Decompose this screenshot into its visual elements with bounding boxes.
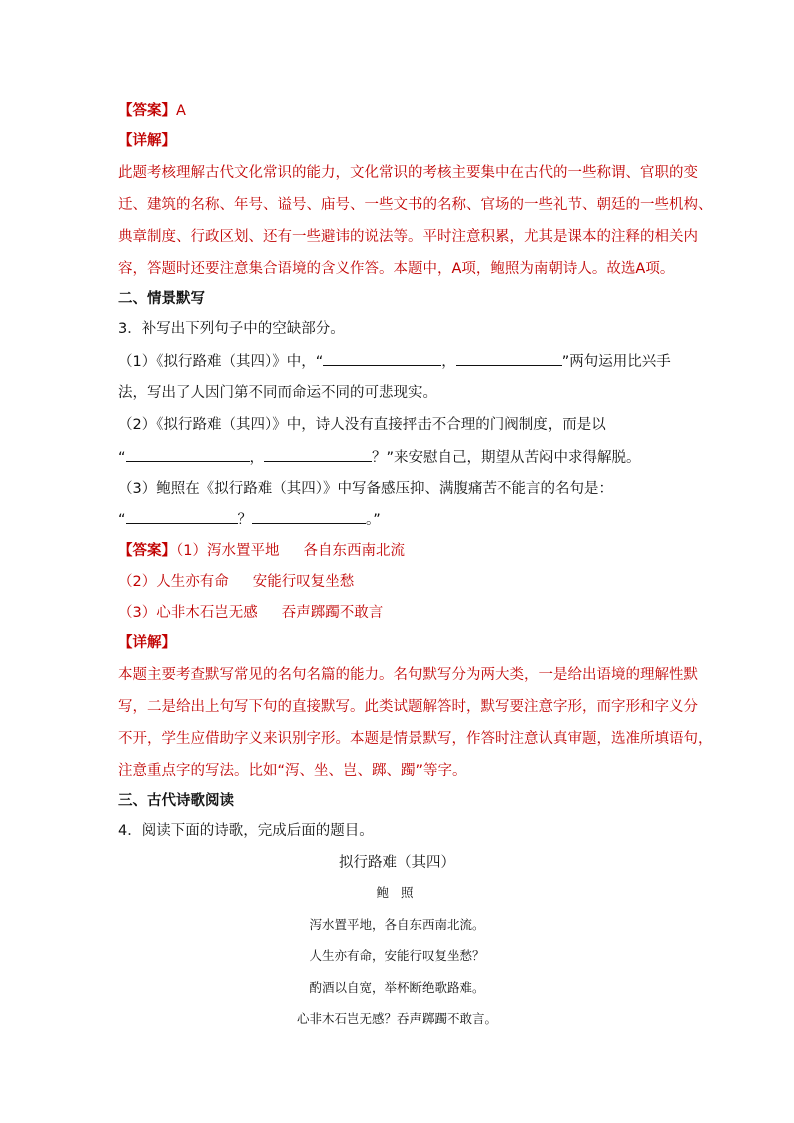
fill-item-2-cont	[118, 447, 641, 468]
q2-answer-line	[118, 101, 186, 121]
answer-num: （3）	[118, 605, 157, 621]
detail-paragraph-line: 容，答题时还要注意集合语境的含义作答。本题中，A项，鲍照为南朝诗人。故选A项。	[118, 261, 675, 277]
detail-paragraph-line: 注意重点字的写法。比如“泻、坐、岂、踯、躅”等字。	[118, 763, 467, 779]
answer-blank[interactable]	[323, 351, 441, 366]
answer-blank[interactable]	[264, 447, 372, 462]
answer-label: 【答案】	[118, 543, 176, 559]
fill-text: ？	[237, 512, 253, 528]
answer-num: （1）	[176, 543, 207, 559]
answer-blank[interactable]	[252, 509, 366, 524]
answer-text: 心非木石岂无感	[156, 605, 258, 621]
section-heading: 三、古代诗歌阅读	[118, 793, 234, 809]
poem-line: 心非木石岂无感？吞声踯躅不敢言。	[296, 1011, 497, 1026]
fill-item-2: （2）《拟行路难（其四）》中，诗人没有直接抨击不合理的门阀制度，而是以	[118, 417, 606, 433]
poem-author: 鲍 照	[376, 885, 418, 900]
poem-line: 酌酒以自宽，举杯断绝歌路难。	[309, 980, 485, 995]
answer-label: 【答案】	[118, 103, 176, 119]
fill-item-1-cont: 法，写出了人因门第不同而命运不同的可悲现实。	[118, 385, 437, 401]
detail-paragraph-line: 迁、建筑的名称、年号、谥号、庙号、一些文书的名称、官场的一些礼节、朝廷的一些机构、	[118, 197, 713, 213]
detail-label: 【详解】	[118, 635, 176, 651]
fill-text: ，	[441, 354, 456, 370]
answer-text: 人生亦有命	[156, 574, 229, 590]
answer-row	[118, 541, 405, 561]
detail-paragraph-line: 本题主要考查默写常见的名句名篇的能力。名句默写分为两大类，一是给出语境的理解性默	[118, 667, 698, 683]
poem-title: 拟行路难（其四）	[339, 855, 455, 871]
answer-row	[118, 572, 354, 592]
fill-text: ，	[249, 450, 265, 466]
answer-num: （2）	[118, 574, 157, 590]
detail-paragraph-line: 此题考核理解古代文化常识的能力，文化常识的考核主要集中在古代的一些称谓、官职的变	[118, 165, 698, 181]
detail-paragraph-line: 典章制度、行政区划、还有一些避讳的说法等。平时注意积累，尤其是课本的注释的相关内	[118, 229, 698, 245]
answer-text: 安能行叹复坐愁	[252, 574, 355, 590]
answer-text: 各自东西南北流	[303, 543, 405, 559]
answer-blank[interactable]	[126, 509, 238, 524]
answer-text: 泻水置平地	[206, 543, 280, 559]
fill-item-3-cont	[118, 509, 381, 530]
fill-text: 。”	[366, 512, 381, 528]
fill-text: “	[118, 450, 126, 466]
answer-value: A	[176, 103, 186, 119]
fill-item-1	[118, 351, 671, 372]
answer-blank[interactable]	[456, 351, 562, 366]
fill-text: ？”来安慰自己，期望从苦闷中求得解脱。	[372, 450, 641, 466]
detail-paragraph-line: 不开，学生应借助字义来识别字形。本题是情景默写，作答时注意认真审题，选准所填语句，	[118, 731, 713, 747]
poem-line: 泻水置平地，各自东西南北流。	[309, 917, 485, 932]
detail-paragraph-line: 写，二是给出上句写下句的直接默写。此类试题解答时，默写要注意字形，而字形和字义分	[118, 699, 698, 715]
answer-row	[118, 603, 383, 623]
answer-blank[interactable]	[126, 447, 250, 462]
section-heading: 二、情景默写	[118, 291, 205, 307]
poem-line: 人生亦有命，安能行叹复坐愁？	[309, 948, 485, 963]
question-stem: 3．补写出下列句子中的空缺部分。	[118, 321, 345, 337]
answer-text: 吞声踯躅不敢言	[281, 605, 384, 621]
fill-text: “	[118, 512, 126, 528]
detail-label: 【详解】	[118, 133, 176, 149]
fill-text: ”两句运用比兴手	[561, 354, 671, 370]
question-stem: 4．阅读下面的诗歌，完成后面的题目。	[118, 823, 374, 839]
fill-text: （1）《拟行路难（其四）》中，“	[118, 354, 324, 370]
fill-item-3: （3）鲍照在《拟行路难（其四）》中写备感压抑、满腹痛苦不能言的名句是：	[118, 481, 613, 497]
